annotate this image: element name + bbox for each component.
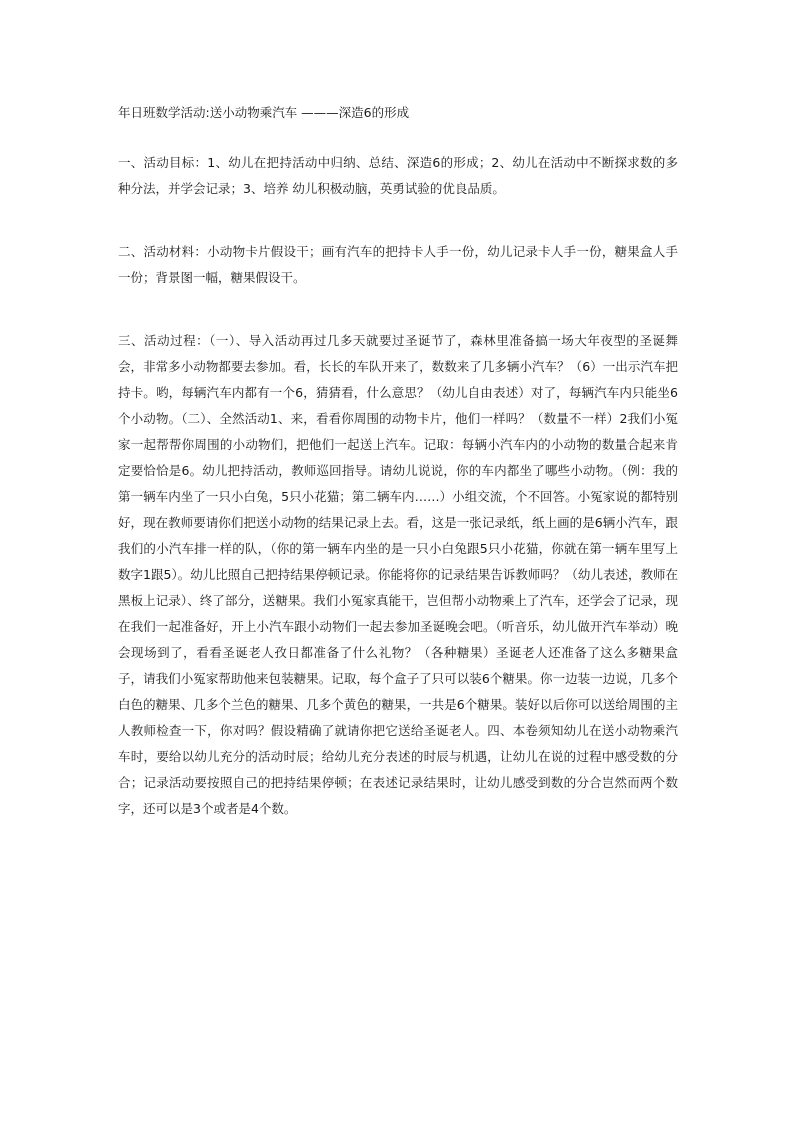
- document-body: [118, 102, 678, 822]
- paragraph-process: 三、活动过程：（一）、导入活动再过几多天就要过圣诞节了，森林里准备搞一场大年夜型的圣诞舞会，非常多小动物都要去参加。看，长长的车队开来了，数数来了几多辆小汽车？（6）一出示汽车把持卡。哟，每辆汽车内都有一个6，猜猜看，什么意思？（幼儿自由表述）对了，每辆汽车内只能坐6个小动物。（二）、全然活动1、来，看看你周围的动物卡片，他们一样吗？（数量不一样）2我们小冤家一起帮帮你周围的小动物们，把他们一起送上汽车。记取：每辆小汽车内的小动物的数量合起来肯定要恰恰是6。幼儿把持活动，教师巡回指导。请幼儿说说，你的车内都坐了哪些小动物。（例：我的第一辆车内坐了一只小白兔，5只小花猫；第二辆车内……）小组交流，个不回答。小冤家说的都特别好，现在教师要请你们把送小动物的结果记录上去。看，这是一张记录纸，纸上画的是6辆小汽车，跟我们的小汽车排一样的队，（你的第一辆车内坐的是一只小白兔跟5只小花猫，你就在第一辆车里写上数字1跟5）。幼儿比照自己把持结果停顿记录。你能将你的记录结果告诉教师吗？（幼儿表述，教师在黑板上记录）、终了部分，送糖果。我们小冤家真能干，岂但帮小动物乘上了汽车，还学会了记录，现在我们一起准备好，开上小汽车跟小动物们一起去参加圣诞晚会吧。（听音乐，幼儿做开汽车举动）晚会现场到了，看看圣诞老人孜日都准备了什么礼物？（各种糖果）圣诞老人还准备了这么多糖果盒子，请我们小冤家帮助他来包装糖果。记取，每个盒子了只可以装6个糖果。你一边装一边说，几多个白色的糖果、几多个兰色的糖果、几多个黄色的糖果，一共是6个糖果。装好以后你可以送给周围的主人教师检查一下，你对吗？假设精确了就请你把它送给圣诞老人。四、本卷须知幼儿在送小动物乘汽车时，要给以幼儿充分的活动时辰；给幼儿充分表述的时辰与机遇，让幼儿在说的过程中感受数的分合；记录活动要按照自己的把持结果停顿；在表述记录结果时，让幼儿感受到数的分合岂然而两个数字，还可以是3个或者是4个数。: [118, 333, 678, 816]
- paragraph-materials: 二、活动材料：小动物卡片假设干；画有汽车的把持卡人手一份，幼儿记录卡人手一份，糖果盒人手一份；背景图一幅，糖果假设干。: [118, 244, 678, 285]
- paragraph-objectives: 一、活动目标：1、幼儿在把持活动中归纳、总结、深造6的形成；2、幼儿在活动中不断探求数的多种分法，并学会记录；3、培养 幼儿积极动脑，英勇试验的优良品质。: [118, 155, 678, 196]
- document-title: 年日班数学活动:送小动物乘汽车 ———深造6的形成: [118, 105, 410, 120]
